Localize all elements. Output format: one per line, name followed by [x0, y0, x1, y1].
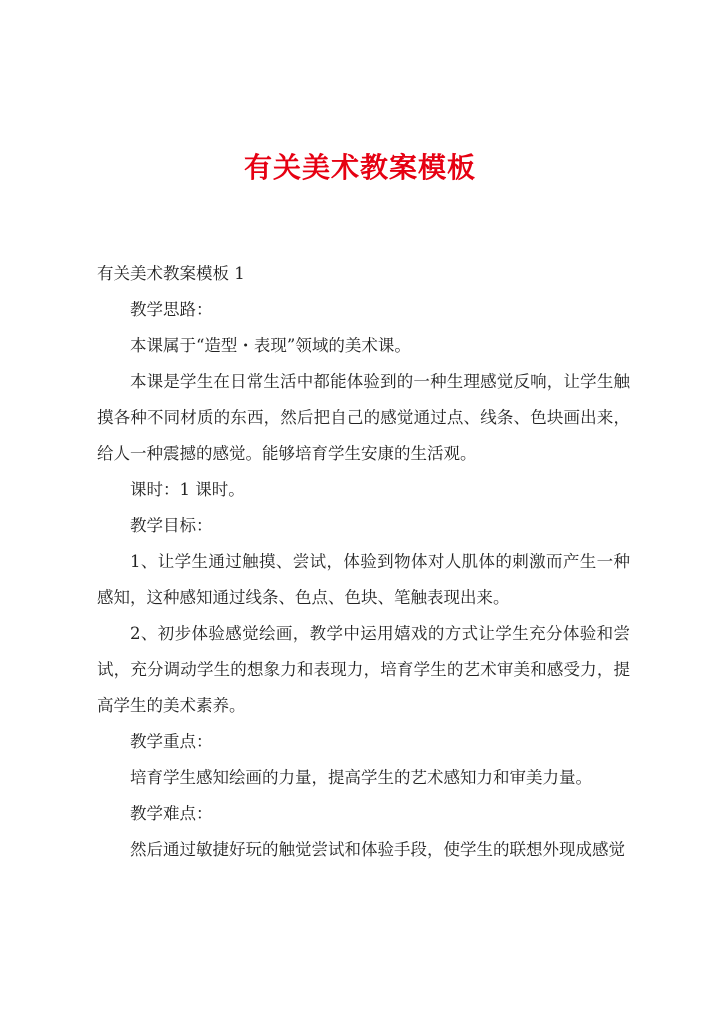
paragraph-course-category: 本课属于“造型・表现”领域的美术课。: [130, 336, 411, 355]
paragraph-teaching-approach-label: 教学思路：: [130, 300, 213, 319]
paragraph-difficulties: 然后通过敏捷好玩的触觉尝试和体验手段，使学生的联想外现成感觉: [130, 840, 625, 859]
paragraph-class-hours: 课时：1 课时。: [130, 480, 245, 499]
document-title: 有关美术教案模板: [243, 151, 476, 184]
paragraph-difficulties-label: 教学难点：: [130, 804, 213, 823]
paragraph-key-points-label: 教学重点：: [130, 732, 213, 751]
paragraph-course-description: 本课是学生在日常生活中都能体验到的一种生理感觉反响，让学生触摸各种不同材质的东西，然后把自己的感觉通过点、线条、色块画出来，给人一种震撼的感觉。能够培育学生安康的生活观。: [97, 372, 630, 463]
paragraph-key-points: 培育学生感知绘画的力量，提高学生的艺术感知力和审美力量。: [130, 768, 592, 787]
paragraph-teaching-goals-label: 教学目标：: [130, 516, 213, 535]
document-body: [97, 256, 630, 868]
section-heading: 有关美术教案模板 1: [97, 264, 245, 283]
paragraph-goal-1: 1、让学生通过触摸、尝试，体验到物体对人肌体的刺激而产生一种感知，这种感知通过线条、色点、色块、笔触表现出来。: [97, 552, 630, 607]
paragraph-goal-2: 2、初步体验感觉绘画，教学中运用嬉戏的方式让学生充分体验和尝试，充分调动学生的想象力和表现力，培育学生的艺术审美和感受力，提高学生的美术素养。: [97, 624, 630, 715]
